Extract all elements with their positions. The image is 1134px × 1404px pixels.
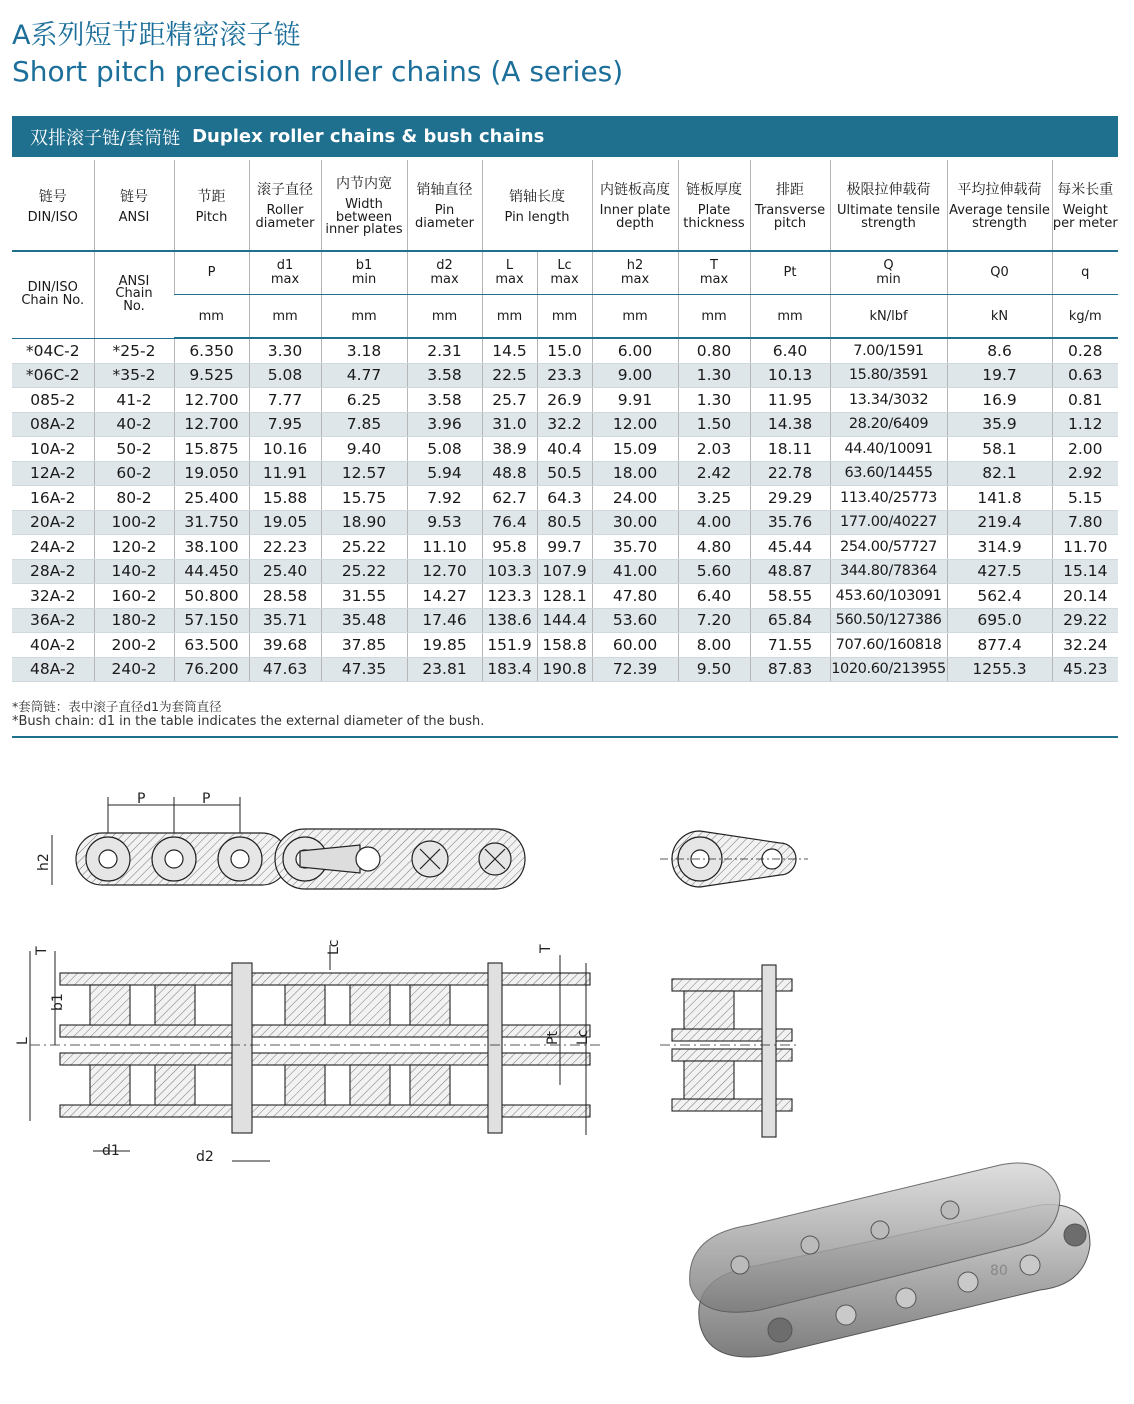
- table-cell: 44.40/10091: [830, 437, 947, 462]
- table-cell: 17.46: [407, 608, 482, 633]
- table-cell: 9.40: [321, 437, 407, 462]
- label-T-left: T: [34, 946, 50, 955]
- table-cell: 25.400: [174, 486, 249, 511]
- table-cell: 50-2: [94, 437, 174, 462]
- table-cell: 12.00: [592, 412, 678, 437]
- table-cell: 60.00: [592, 633, 678, 658]
- header-transverse: 排距 Transverse pitch: [750, 160, 830, 251]
- table-cell: 12A-2: [12, 461, 94, 486]
- table-cell: 48.87: [750, 559, 830, 584]
- sym-inner: h2 max: [592, 251, 678, 295]
- table-cell: 14.38: [750, 412, 830, 437]
- table-cell: 707.60/160818: [830, 633, 947, 658]
- table-row: [12, 657, 1118, 682]
- table-cell: 7.77: [249, 388, 321, 413]
- unit-plate: mm: [678, 295, 750, 339]
- table-cell: 0.80: [678, 338, 750, 363]
- table-cell: 695.0: [947, 608, 1052, 633]
- table-cell: 15.80/3591: [830, 363, 947, 388]
- divider: [12, 736, 1118, 738]
- table-cell: 5.60: [678, 559, 750, 584]
- label-h2: h2: [36, 853, 52, 871]
- table-cell: 0.28: [1052, 338, 1118, 363]
- table-cell: 8.6: [947, 338, 1052, 363]
- table-row: [12, 437, 1118, 462]
- table-cell: 12.700: [174, 388, 249, 413]
- table-cell: 58.1: [947, 437, 1052, 462]
- table-cell: 37.85: [321, 633, 407, 658]
- table-cell: *35-2: [94, 363, 174, 388]
- table-cell: 0.63: [1052, 363, 1118, 388]
- unit-ultimate: kN/lbf: [830, 295, 947, 339]
- header-pinlen: 销轴长度 Pin length: [482, 160, 592, 251]
- table-cell: 25.22: [321, 535, 407, 560]
- table-cell: 38.9: [482, 437, 537, 462]
- label-P-2: P: [202, 791, 211, 807]
- table-cell: 140-2: [94, 559, 174, 584]
- header-pitch: 节距 Pitch: [174, 160, 249, 251]
- table-cell: 10.13: [750, 363, 830, 388]
- table-cell: 12.700: [174, 412, 249, 437]
- table-cell: 141.8: [947, 486, 1052, 511]
- table-cell: 64.3: [537, 486, 592, 511]
- table-cell: 9.50: [678, 657, 750, 682]
- table-cell: *04C-2: [12, 338, 94, 363]
- table-cell: 183.4: [482, 657, 537, 682]
- table-cell: 14.5: [482, 338, 537, 363]
- table-cell: 6.40: [750, 338, 830, 363]
- table-cell: 22.5: [482, 363, 537, 388]
- table-cell: 50.800: [174, 584, 249, 609]
- table-cell: 15.0: [537, 338, 592, 363]
- table-row: [12, 388, 1118, 413]
- table-cell: 31.55: [321, 584, 407, 609]
- table-cell: 45.44: [750, 535, 830, 560]
- spec-table-body: [12, 338, 1118, 682]
- table-cell: 7.92: [407, 486, 482, 511]
- table-cell: 13.34/3032: [830, 388, 947, 413]
- page-title-en: Short pitch precision roller chains (A series): [12, 55, 624, 88]
- table-cell: 562.4: [947, 584, 1052, 609]
- label-Lc-right: Lc: [575, 1029, 591, 1045]
- table-cell: 25.40: [249, 559, 321, 584]
- table-row: [12, 510, 1118, 535]
- table-cell: 32A-2: [12, 584, 94, 609]
- table-cell: 47.63: [249, 657, 321, 682]
- header-row-symbols: [12, 251, 1118, 295]
- table-row: [12, 584, 1118, 609]
- table-cell: 57.150: [174, 608, 249, 633]
- table-cell: 138.6: [482, 608, 537, 633]
- table-cell: 60-2: [94, 461, 174, 486]
- table-cell: 453.60/103091: [830, 584, 947, 609]
- chain-drawings: [0, 745, 1134, 1400]
- table-cell: 5.08: [249, 363, 321, 388]
- unit-L: mm: [482, 295, 537, 339]
- table-cell: 1.30: [678, 363, 750, 388]
- unit-inner: mm: [592, 295, 678, 339]
- table-cell: 100-2: [94, 510, 174, 535]
- table-cell: 144.4: [537, 608, 592, 633]
- table-cell: 15.14: [1052, 559, 1118, 584]
- table-row: [12, 338, 1118, 363]
- chain-photo: [690, 1163, 1090, 1357]
- table-cell: 7.00/1591: [830, 338, 947, 363]
- table-cell: 87.83: [750, 657, 830, 682]
- unit-roller: mm: [249, 295, 321, 339]
- table-cell: 20.14: [1052, 584, 1118, 609]
- table-cell: 219.4: [947, 510, 1052, 535]
- page-title-cn: A系列短节距精密滚子链: [12, 20, 301, 51]
- table-cell: 15.88: [249, 486, 321, 511]
- table-cell: *06C-2: [12, 363, 94, 388]
- table-cell: 31.750: [174, 510, 249, 535]
- label-T-right: T: [538, 944, 554, 953]
- footnote-en: *Bush chain: d1 in the table indicates the external diameter of the bush.: [12, 714, 485, 729]
- table-cell: 99.7: [537, 535, 592, 560]
- table-cell: 9.91: [592, 388, 678, 413]
- table-cell: 2.42: [678, 461, 750, 486]
- table-cell: 19.05: [249, 510, 321, 535]
- unit-pin: mm: [407, 295, 482, 339]
- label-Lc-top: Lc: [326, 939, 342, 955]
- header-row-names: [12, 160, 1118, 251]
- table-cell: 3.58: [407, 388, 482, 413]
- table-cell: 18.11: [750, 437, 830, 462]
- table-cell: 26.9: [537, 388, 592, 413]
- table-cell: 35.76: [750, 510, 830, 535]
- table-cell: 1020.60/213955: [830, 657, 947, 682]
- table-cell: 44.450: [174, 559, 249, 584]
- sym-pitch: P: [174, 251, 249, 295]
- table-cell: 24A-2: [12, 535, 94, 560]
- table-cell: 08A-2: [12, 412, 94, 437]
- table-row: [12, 461, 1118, 486]
- table-cell: 9.53: [407, 510, 482, 535]
- table-cell: 31.0: [482, 412, 537, 437]
- table-cell: 39.68: [249, 633, 321, 658]
- sym-L: L max: [482, 251, 537, 295]
- table-cell: 53.60: [592, 608, 678, 633]
- table-cell: 113.40/25773: [830, 486, 947, 511]
- table-cell: 107.9: [537, 559, 592, 584]
- table-cell: 120-2: [94, 535, 174, 560]
- table-row: [12, 608, 1118, 633]
- table-cell: 36A-2: [12, 608, 94, 633]
- table-cell: 32.24: [1052, 633, 1118, 658]
- unit-pitch: mm: [174, 295, 249, 339]
- table-cell: 177.00/40227: [830, 510, 947, 535]
- header-average: 平均拉伸载荷 Average tensile strength: [947, 160, 1052, 251]
- table-cell: 160-2: [94, 584, 174, 609]
- sym-din: DIN/ISO Chain No.: [12, 251, 94, 338]
- table-cell: 22.23: [249, 535, 321, 560]
- table-cell: 3.18: [321, 338, 407, 363]
- sym-Lc: Lc max: [537, 251, 592, 295]
- label-Pt: Pt: [545, 1031, 561, 1045]
- table-cell: 35.70: [592, 535, 678, 560]
- table-cell: 18.90: [321, 510, 407, 535]
- table-cell: 1.12: [1052, 412, 1118, 437]
- table-cell: 80.5: [537, 510, 592, 535]
- table-row: [12, 363, 1118, 388]
- sym-plate: T max: [678, 251, 750, 295]
- table-cell: 254.00/57727: [830, 535, 947, 560]
- table-cell: 190.8: [537, 657, 592, 682]
- table-cell: 22.78: [750, 461, 830, 486]
- table-cell: 3.30: [249, 338, 321, 363]
- footnote-cn: *套筒链：表中滚子直径d1为套筒直径: [12, 699, 222, 714]
- table-cell: 12.57: [321, 461, 407, 486]
- table-cell: 7.95: [249, 412, 321, 437]
- table-row: [12, 486, 1118, 511]
- chain-top-view: [30, 945, 600, 1161]
- chain-side-view: [52, 797, 525, 889]
- table-cell: 3.25: [678, 486, 750, 511]
- table-cell: 344.80/78364: [830, 559, 947, 584]
- table-cell: 4.00: [678, 510, 750, 535]
- label-L: L: [15, 1037, 31, 1045]
- table-cell: 16A-2: [12, 486, 94, 511]
- table-cell: 4.77: [321, 363, 407, 388]
- unit-transverse: mm: [750, 295, 830, 339]
- table-cell: 128.1: [537, 584, 592, 609]
- table-cell: 28.20/6409: [830, 412, 947, 437]
- table-cell: 7.20: [678, 608, 750, 633]
- table-cell: 560.50/127386: [830, 608, 947, 633]
- table-cell: 32.2: [537, 412, 592, 437]
- chain-section-view: [660, 965, 800, 1137]
- table-cell: 18.00: [592, 461, 678, 486]
- table-cell: 20A-2: [12, 510, 94, 535]
- table-cell: 1255.3: [947, 657, 1052, 682]
- unit-Lc: mm: [537, 295, 592, 339]
- table-cell: 6.00: [592, 338, 678, 363]
- table-cell: 45.23: [1052, 657, 1118, 682]
- spec-table: [12, 160, 1118, 682]
- label-d2: d2: [196, 1149, 214, 1165]
- table-cell: 23.3: [537, 363, 592, 388]
- table-cell: 48A-2: [12, 657, 94, 682]
- table-cell: 3.96: [407, 412, 482, 437]
- table-cell: 15.09: [592, 437, 678, 462]
- table-cell: 82.1: [947, 461, 1052, 486]
- table-cell: 6.25: [321, 388, 407, 413]
- table-cell: 24.00: [592, 486, 678, 511]
- table-cell: 25.7: [482, 388, 537, 413]
- table-cell: 4.80: [678, 535, 750, 560]
- table-cell: 48.8: [482, 461, 537, 486]
- table-cell: 427.5: [947, 559, 1052, 584]
- table-cell: 50.5: [537, 461, 592, 486]
- header-pin: 销轴直径 Pin diameter: [407, 160, 482, 251]
- table-cell: *25-2: [94, 338, 174, 363]
- table-cell: 38.100: [174, 535, 249, 560]
- table-cell: 10A-2: [12, 437, 94, 462]
- table-cell: 76.4: [482, 510, 537, 535]
- table-cell: 1.30: [678, 388, 750, 413]
- sym-ansi: ANSI Chain No.: [94, 251, 174, 338]
- table-cell: 11.95: [750, 388, 830, 413]
- label-b1: b1: [50, 993, 66, 1011]
- table-cell: 29.22: [1052, 608, 1118, 633]
- table-cell: 71.55: [750, 633, 830, 658]
- table-cell: 47.80: [592, 584, 678, 609]
- table-cell: 16.9: [947, 388, 1052, 413]
- table-cell: 200-2: [94, 633, 174, 658]
- header-din: 链号 DIN/ISO: [12, 160, 94, 251]
- table-cell: 40A-2: [12, 633, 94, 658]
- label-d1: d1: [102, 1143, 120, 1159]
- table-cell: 76.200: [174, 657, 249, 682]
- table-row: [12, 535, 1118, 560]
- table-cell: 23.81: [407, 657, 482, 682]
- table-cell: 5.94: [407, 461, 482, 486]
- table-cell: 10.16: [249, 437, 321, 462]
- table-cell: 40.4: [537, 437, 592, 462]
- table-cell: 180-2: [94, 608, 174, 633]
- table-cell: 25.22: [321, 559, 407, 584]
- header-roller: 滚子直径 Roller diameter: [249, 160, 321, 251]
- table-cell: 63.60/14455: [830, 461, 947, 486]
- table-cell: 11.91: [249, 461, 321, 486]
- table-cell: 085-2: [12, 388, 94, 413]
- table-cell: 65.84: [750, 608, 830, 633]
- table-cell: 28.58: [249, 584, 321, 609]
- sym-pin: d2 max: [407, 251, 482, 295]
- table-cell: 2.00: [1052, 437, 1118, 462]
- table-cell: 95.8: [482, 535, 537, 560]
- table-cell: 9.525: [174, 363, 249, 388]
- table-cell: 11.70: [1052, 535, 1118, 560]
- sym-average: Q0: [947, 251, 1052, 295]
- table-cell: 72.39: [592, 657, 678, 682]
- header-row-units: [12, 295, 1118, 339]
- unit-width: mm: [321, 295, 407, 339]
- table-cell: 6.40: [678, 584, 750, 609]
- sym-transverse: Pt: [750, 251, 830, 295]
- table-cell: 30.00: [592, 510, 678, 535]
- header-ansi: 链号 ANSI: [94, 160, 174, 251]
- unit-weight: kg/m: [1052, 295, 1118, 339]
- header-weight: 每米长重 Weight per meter: [1052, 160, 1118, 251]
- table-cell: 47.35: [321, 657, 407, 682]
- table-cell: 40-2: [94, 412, 174, 437]
- table-cell: 2.31: [407, 338, 482, 363]
- chain-marking: 80: [990, 1263, 1008, 1279]
- table-cell: 877.4: [947, 633, 1052, 658]
- table-cell: 2.92: [1052, 461, 1118, 486]
- table-cell: 62.7: [482, 486, 537, 511]
- table-cell: 1.50: [678, 412, 750, 437]
- table-cell: 58.55: [750, 584, 830, 609]
- section-header: [12, 116, 1118, 157]
- table-cell: 63.500: [174, 633, 249, 658]
- label-P-1: P: [137, 791, 146, 807]
- table-cell: 2.03: [678, 437, 750, 462]
- table-cell: 15.875: [174, 437, 249, 462]
- table-cell: 240-2: [94, 657, 174, 682]
- table-cell: 9.00: [592, 363, 678, 388]
- table-cell: 8.00: [678, 633, 750, 658]
- header-inner: 内链板高度 Inner plate depth: [592, 160, 678, 251]
- unit-average: kN: [947, 295, 1052, 339]
- table-cell: 29.29: [750, 486, 830, 511]
- sym-ultimate: Q min: [830, 251, 947, 295]
- table-cell: 7.85: [321, 412, 407, 437]
- section-title-en: Duplex roller chains & bush chains: [192, 126, 545, 147]
- table-cell: 158.8: [537, 633, 592, 658]
- table-cell: 12.70: [407, 559, 482, 584]
- table-cell: 0.81: [1052, 388, 1118, 413]
- table-cell: 7.80: [1052, 510, 1118, 535]
- table-cell: 3.58: [407, 363, 482, 388]
- table-cell: 19.050: [174, 461, 249, 486]
- sym-roller: d1 max: [249, 251, 321, 295]
- table-cell: 80-2: [94, 486, 174, 511]
- table-row: [12, 633, 1118, 658]
- table-row: [12, 559, 1118, 584]
- table-row: [12, 412, 1118, 437]
- sym-weight: q: [1052, 251, 1118, 295]
- table-cell: 35.48: [321, 608, 407, 633]
- table-cell: 5.08: [407, 437, 482, 462]
- table-cell: 6.350: [174, 338, 249, 363]
- table-cell: 151.9: [482, 633, 537, 658]
- table-cell: 14.27: [407, 584, 482, 609]
- table-cell: 41-2: [94, 388, 174, 413]
- table-cell: 35.9: [947, 412, 1052, 437]
- header-ultimate: 极限拉伸载荷 Ultimate tensile strength: [830, 160, 947, 251]
- table-cell: 314.9: [947, 535, 1052, 560]
- table-cell: 19.7: [947, 363, 1052, 388]
- table-cell: 41.00: [592, 559, 678, 584]
- header-plate: 链板厚度 Plate thickness: [678, 160, 750, 251]
- table-cell: 123.3: [482, 584, 537, 609]
- table-cell: 11.10: [407, 535, 482, 560]
- link-end-view: [660, 831, 808, 887]
- section-title-cn: 双排滚子链/套筒链: [30, 127, 181, 149]
- table-cell: 35.71: [249, 608, 321, 633]
- table-cell: 19.85: [407, 633, 482, 658]
- table-cell: 103.3: [482, 559, 537, 584]
- table-cell: 28A-2: [12, 559, 94, 584]
- sym-width: b1 min: [321, 251, 407, 295]
- table-cell: 5.15: [1052, 486, 1118, 511]
- table-cell: 15.75: [321, 486, 407, 511]
- header-width: 内节内宽 Width between inner plates: [321, 160, 407, 251]
